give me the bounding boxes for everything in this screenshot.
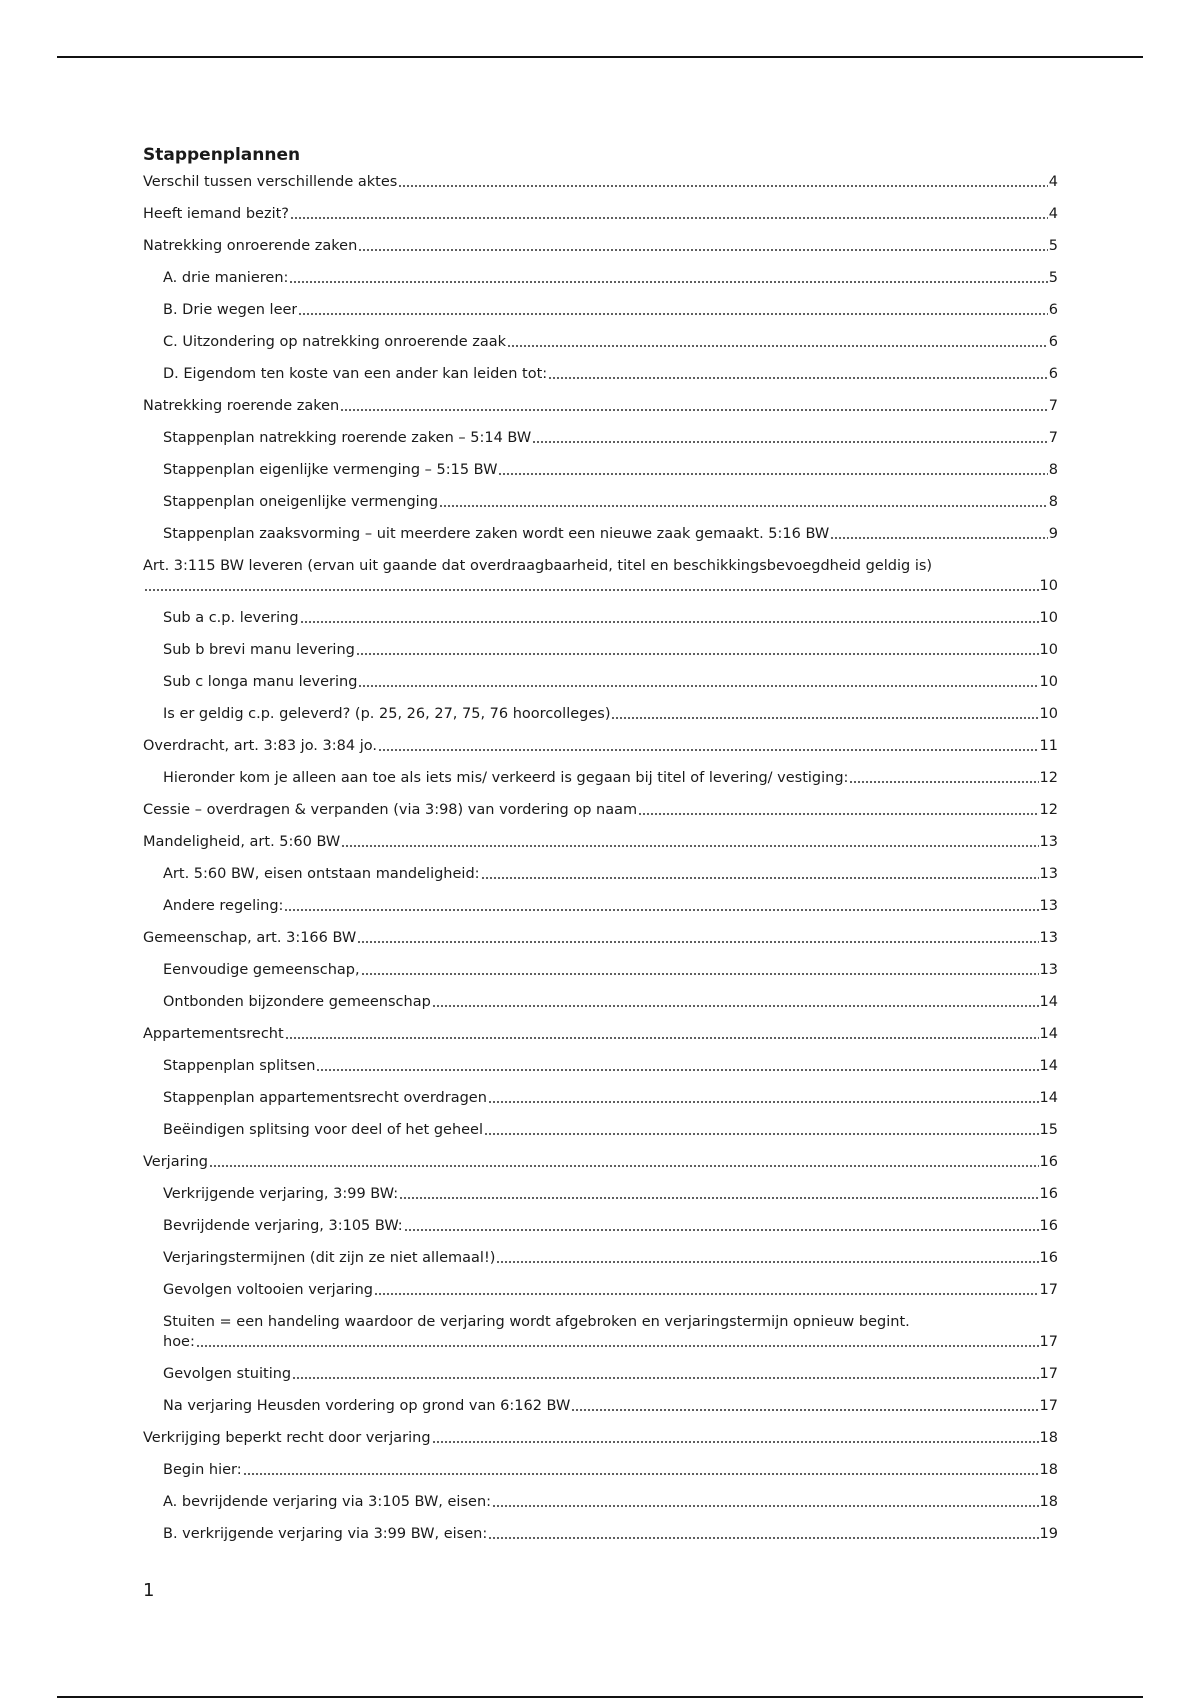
toc-entry-page: 11	[1039, 738, 1058, 754]
toc-entry[interactable]	[143, 1120, 1058, 1140]
toc-entry-page: 6	[1048, 302, 1058, 318]
toc-title: Stappenplannen	[143, 145, 301, 165]
toc-entry-page: 10	[1039, 610, 1058, 626]
toc-dot-leader	[357, 940, 1038, 944]
toc-entry-page: 10	[1039, 642, 1058, 658]
toc-entry[interactable]	[143, 1024, 1058, 1044]
toc-dot-leader	[290, 216, 1048, 220]
toc-dot-leader	[196, 1344, 1039, 1348]
toc-dot-leader	[316, 1068, 1038, 1072]
toc-entry-page: 16	[1039, 1250, 1058, 1266]
toc-dot-leader	[432, 1440, 1039, 1444]
toc-entry[interactable]	[143, 1216, 1058, 1236]
toc-entry-page: 16	[1039, 1186, 1058, 1202]
toc-entry-label: B. Drie wegen leer	[163, 302, 298, 318]
toc-entry-label: Stappenplan zaaksvorming – uit meerdere zaken wordt een nieuwe zaak gemaakt. 5:16 BW	[163, 526, 830, 542]
toc-entry[interactable]	[143, 928, 1058, 948]
toc-entry-page: 13	[1039, 962, 1058, 978]
toc-dot-leader	[830, 536, 1048, 540]
toc-entry-page: 17	[1039, 1366, 1058, 1382]
toc-entry-label: Cessie – overdragen & verpanden (via 3:98) van vordering op naam	[143, 802, 638, 818]
toc-dot-leader	[432, 1004, 1039, 1008]
toc-entry-page: 12	[1039, 770, 1058, 786]
toc-entry[interactable]	[143, 172, 1058, 192]
toc-dot-leader	[496, 1260, 1038, 1264]
toc-dot-leader	[638, 812, 1038, 816]
toc-dot-leader	[492, 1504, 1039, 1508]
toc-entry[interactable]	[143, 1524, 1058, 1544]
toc-entry-page: 14	[1039, 1026, 1058, 1042]
toc-entry[interactable]	[143, 300, 1058, 320]
toc-entry[interactable]	[143, 524, 1058, 544]
toc-entry-page: 18	[1039, 1494, 1058, 1510]
toc-entry-label: Stuiten = een handeling waardoor de verjaring wordt afgebroken en verjaringstermijn opnieuw begint.	[163, 1314, 910, 1330]
toc-dot-leader	[289, 280, 1047, 284]
toc-dot-leader	[439, 504, 1048, 508]
toc-entry-page: 18	[1039, 1462, 1058, 1478]
toc-dot-leader	[374, 1292, 1039, 1296]
toc-entry-label: B. verkrijgende verjaring via 3:99 BW, eisen:	[163, 1526, 488, 1542]
toc-entry[interactable]	[143, 1460, 1058, 1480]
toc-entry[interactable]	[143, 704, 1058, 724]
toc-dot-leader	[498, 472, 1047, 476]
toc-entry-label: A. bevrijdende verjaring via 3:105 BW, eisen:	[163, 1494, 492, 1510]
toc-entry-label: Heeft iemand bezit?	[143, 206, 289, 222]
toc-content	[143, 138, 1058, 1556]
toc-dot-leader	[341, 844, 1038, 848]
toc-entry-label: Appartementsrecht	[143, 1026, 284, 1042]
toc-entry-page: 8	[1048, 462, 1058, 478]
toc-entry-label: Sub c longa manu levering	[163, 674, 358, 690]
toc-entry[interactable]	[143, 640, 1058, 660]
toc-dot-leader	[849, 780, 1038, 784]
toc-dot-leader	[532, 440, 1048, 444]
toc-entry[interactable]	[143, 1312, 1058, 1352]
toc-dot-leader	[398, 184, 1047, 188]
toc-entry[interactable]	[143, 236, 1058, 256]
toc-dot-leader	[481, 876, 1039, 880]
toc-dot-leader	[358, 248, 1047, 252]
toc-dot-leader	[488, 1536, 1038, 1540]
toc-entry-page: 9	[1048, 526, 1058, 542]
toc-entry[interactable]	[143, 736, 1058, 756]
toc-entry-page: 14	[1039, 994, 1058, 1010]
toc-entry-label: Gemeenschap, art. 3:166 BW	[143, 930, 357, 946]
toc-entry-page: 8	[1048, 494, 1058, 510]
toc-entry-page: 5	[1048, 238, 1058, 254]
toc-dot-leader	[358, 684, 1038, 688]
toc-entry-page: 17	[1039, 1334, 1058, 1350]
toc-entry-page: 10	[1039, 706, 1058, 722]
toc-entry-label: Sub a c.p. levering	[163, 610, 299, 626]
toc-entry-page: 7	[1048, 430, 1058, 446]
toc-entry-label: Sub b brevi manu levering	[163, 642, 355, 658]
toc-entry-label: Is er geldig c.p. geleverd? (p. 25, 26, 27, 75, 76 hoorcolleges)	[163, 706, 611, 722]
toc-entry-page: 16	[1039, 1218, 1058, 1234]
toc-dot-leader	[356, 652, 1039, 656]
toc-entry-label: Andere regeling:	[163, 898, 284, 914]
toc-entry-page: 6	[1048, 366, 1058, 382]
toc-entry[interactable]	[143, 960, 1058, 980]
toc-entry-page: 13	[1039, 930, 1058, 946]
toc-entry-label: Verschil tussen verschillende aktes	[143, 174, 398, 190]
toc-entry-page: 17	[1039, 1398, 1058, 1414]
toc-dot-leader	[243, 1472, 1039, 1476]
toc-dot-leader	[298, 312, 1047, 316]
header-rule	[57, 56, 1143, 58]
toc-entry-page: 13	[1039, 834, 1058, 850]
table-of-contents	[143, 172, 1058, 1544]
toc-dot-leader	[284, 908, 1038, 912]
toc-entry-page: 10	[1039, 578, 1058, 594]
toc-dot-leader	[361, 972, 1039, 976]
toc-entry[interactable]	[143, 1184, 1058, 1204]
toc-dot-leader	[611, 716, 1038, 720]
toc-entry-label: Art. 5:60 BW, eisen ontstaan mandeligheid:	[163, 866, 480, 882]
toc-entry[interactable]	[143, 1056, 1058, 1076]
toc-entry[interactable]	[143, 1396, 1058, 1416]
toc-entry[interactable]	[143, 556, 1058, 596]
toc-entry-label: Stappenplan appartementsrecht overdragen	[163, 1090, 487, 1106]
toc-entry-label: Stappenplan natrekking roerende zaken – 5:14 BW	[163, 430, 532, 446]
toc-entry-label: Ontbonden bijzondere gemeenschap	[163, 994, 431, 1010]
toc-entry-page: 18	[1039, 1430, 1058, 1446]
toc-entry[interactable]	[143, 800, 1058, 820]
toc-entry-page: 14	[1039, 1058, 1058, 1074]
toc-entry-label: Stappenplan eigenlijke vermenging – 5:15 BW	[163, 462, 498, 478]
toc-entry[interactable]	[143, 608, 1058, 628]
toc-entry-label: Verkrijging beperkt recht door verjaring	[143, 1430, 431, 1446]
toc-entry-label: Natrekking roerende zaken	[143, 398, 340, 414]
toc-entry-label-continued: hoe:	[163, 1334, 195, 1350]
toc-dot-leader	[209, 1164, 1039, 1168]
toc-entry[interactable]	[143, 268, 1058, 288]
toc-entry[interactable]	[143, 364, 1058, 384]
toc-dot-leader	[378, 748, 1039, 752]
toc-entry-label: Verjaringstermijnen (dit zijn ze niet allemaal!)	[163, 1250, 496, 1266]
toc-entry[interactable]	[143, 332, 1058, 352]
toc-dot-leader	[399, 1196, 1038, 1200]
toc-entry-continuation	[143, 576, 1058, 596]
toc-entry[interactable]	[143, 1152, 1058, 1172]
toc-entry[interactable]	[143, 832, 1058, 852]
toc-entry-page: 13	[1039, 866, 1058, 882]
toc-entry-page: 5	[1048, 270, 1058, 286]
toc-entry[interactable]	[143, 896, 1058, 916]
toc-entry-page: 7	[1048, 398, 1058, 414]
toc-entry-label: Verkrijgende verjaring, 3:99 BW:	[163, 1186, 399, 1202]
toc-entry-label: Art. 3:115 BW leveren (ervan uit gaande dat overdraagbaarheid, titel en beschikkingsbevoegdheid geldig is)	[143, 558, 933, 574]
toc-entry[interactable]	[143, 992, 1058, 1012]
toc-entry[interactable]	[143, 492, 1058, 512]
toc-entry-label: D. Eigendom ten koste van een ander kan leiden tot:	[163, 366, 548, 382]
toc-entry-label: Stappenplan splitsen	[163, 1058, 316, 1074]
toc-entry[interactable]	[143, 460, 1058, 480]
toc-entry-label: C. Uitzondering op natrekking onroerende zaak	[163, 334, 507, 350]
toc-entry-label: Natrekking onroerende zaken	[143, 238, 358, 254]
toc-entry[interactable]	[143, 396, 1058, 416]
toc-entry-label: Na verjaring Heusden vordering op grond van 6:162 BW	[163, 1398, 571, 1414]
toc-entry-page: 15	[1039, 1122, 1058, 1138]
toc-entry[interactable]	[143, 1492, 1058, 1512]
toc-dot-leader	[548, 376, 1048, 380]
toc-entry-label: Bevrijdende verjaring, 3:105 BW:	[163, 1218, 403, 1234]
toc-entry-label: Verjaring	[143, 1154, 208, 1170]
page-number: 1	[143, 1580, 155, 1601]
toc-dot-leader	[404, 1228, 1039, 1232]
toc-entry-label: Stappenplan oneigenlijke vermenging	[163, 494, 439, 510]
toc-entry-label: Gevolgen stuiting	[163, 1366, 292, 1382]
toc-dot-leader	[488, 1100, 1039, 1104]
toc-dot-leader	[144, 588, 1039, 592]
toc-entry[interactable]	[143, 1280, 1058, 1300]
toc-dot-leader	[300, 620, 1039, 624]
toc-entry-label: Begin hier:	[163, 1462, 242, 1478]
toc-entry[interactable]	[143, 204, 1058, 224]
toc-entry-label: Eenvoudige gemeenschap,	[163, 962, 360, 978]
toc-entry-label: A. drie manieren:	[163, 270, 289, 286]
toc-entry[interactable]	[143, 1088, 1058, 1108]
toc-entry-continuation	[163, 1332, 1058, 1352]
toc-entry-label: Beëindigen splitsing voor deel of het geheel	[163, 1122, 484, 1138]
toc-entry-label: Overdracht, art. 3:83 jo. 3:84 jo.	[143, 738, 377, 754]
toc-dot-leader	[292, 1376, 1038, 1380]
toc-dot-leader	[507, 344, 1048, 348]
toc-entry-page: 19	[1039, 1526, 1058, 1542]
toc-entry[interactable]	[143, 1428, 1058, 1448]
toc-dot-leader	[571, 1408, 1038, 1412]
toc-entry-label: Gevolgen voltooien verjaring	[163, 1282, 373, 1298]
toc-entry[interactable]	[143, 1248, 1058, 1268]
toc-entry[interactable]	[143, 1364, 1058, 1384]
toc-dot-leader	[484, 1132, 1039, 1136]
toc-entry[interactable]	[143, 428, 1058, 448]
toc-entry-page: 4	[1048, 174, 1058, 190]
toc-entry-page: 16	[1039, 1154, 1058, 1170]
footer-rule	[57, 1696, 1143, 1698]
toc-entry-page: 4	[1048, 206, 1058, 222]
toc-entry-page: 17	[1039, 1282, 1058, 1298]
toc-entry-label: Hieronder kom je alleen aan toe als iets mis/ verkeerd is gegaan bij titel of levering/ vestiging:	[163, 770, 849, 786]
toc-dot-leader	[340, 408, 1048, 412]
toc-entry-page: 12	[1039, 802, 1058, 818]
toc-dot-leader	[285, 1036, 1039, 1040]
toc-entry[interactable]	[143, 672, 1058, 692]
toc-entry-page: 13	[1039, 898, 1058, 914]
toc-entry-page: 14	[1039, 1090, 1058, 1106]
toc-entry-page: 6	[1048, 334, 1058, 350]
toc-entry-label: Mandeligheid, art. 5:60 BW	[143, 834, 341, 850]
toc-entry[interactable]	[143, 768, 1058, 788]
toc-entry[interactable]	[143, 864, 1058, 884]
toc-entry-page: 10	[1039, 674, 1058, 690]
